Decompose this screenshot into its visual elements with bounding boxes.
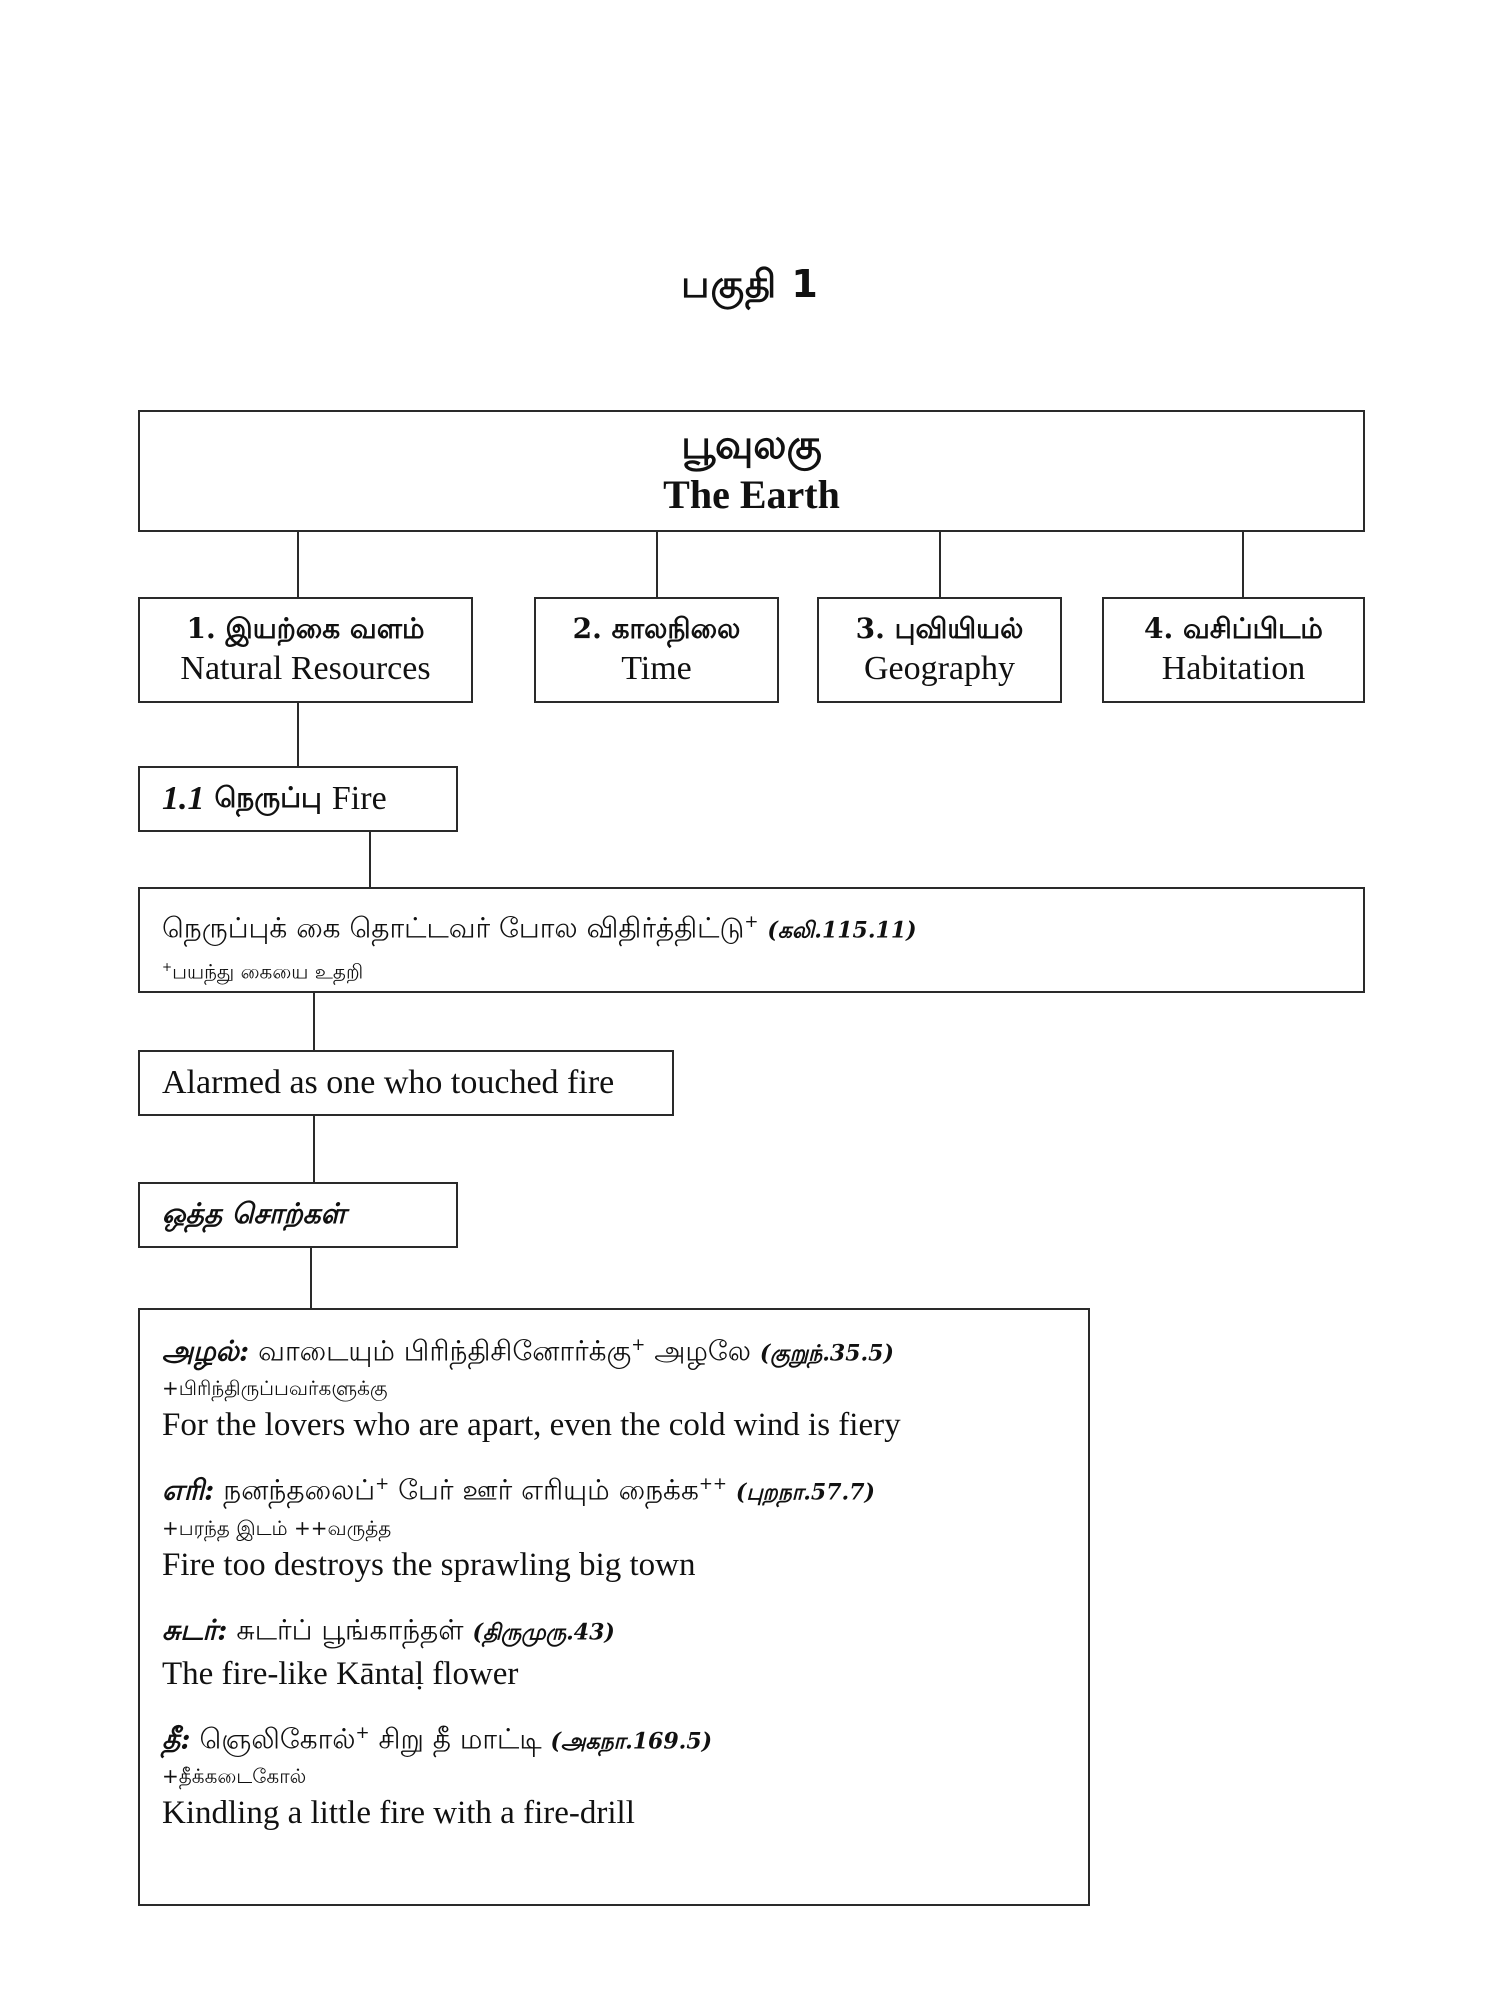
synonym-entry: எரி: நனந்தலைப்+ பேர் ஊர் எரியும் நைக்க++ (புறநா.57.7) +பரந்த இடம் ++வருத்த Fire too destroys the sprawling big town xyxy=(162,1473,875,1583)
connector xyxy=(297,532,299,597)
root-english: The Earth xyxy=(663,472,840,517)
connector xyxy=(369,832,371,887)
page-heading: பகுதி 1 xyxy=(681,262,819,306)
quote-box: நெருப்புக் கை தொட்டவர் போல விதிர்த்திட்டு+ (கலி.115.11) +பயந்து கையை உதறி xyxy=(138,887,1365,993)
synonym-entry: தீ: ஞெலிகோல்+ சிறு தீ மாட்டி (அகநா.169.5) +தீக்கடைகோல் Kindling a little fire with a fire-drill xyxy=(162,1721,713,1832)
connector xyxy=(656,532,658,597)
quote-text: நெருப்புக் கை தொட்டவர் போல விதிர்த்திட்டு xyxy=(162,911,745,945)
root-tamil: பூவுலகு xyxy=(681,421,822,468)
connector xyxy=(313,1116,315,1182)
connector xyxy=(310,1248,312,1308)
connector xyxy=(939,532,941,597)
synonym-entry: அழல்: வாடையும் பிரிந்திசினோர்க்கு+ அழலே (குறுந்.35.5) +பிரிந்திருப்பவர்களுக்கு For the lovers who are apart, even the cold wind is fiery xyxy=(162,1334,901,1444)
translation-box: Alarmed as one who touched fire xyxy=(138,1050,674,1116)
synonym-entries xyxy=(138,1308,1090,1906)
category-habitation: 4. வசிப்பிடம் Habitation xyxy=(1102,597,1365,703)
quote-reference: (கலி.115.11) xyxy=(767,917,917,944)
connector xyxy=(1242,532,1244,597)
quote-gloss: பயந்து கையை உதறி xyxy=(172,959,364,984)
subcategory-fire: 1.1 நெருப்பு Fire xyxy=(138,766,458,832)
synonyms-heading: ஒத்த சொற்கள் xyxy=(138,1182,458,1248)
synonym-entry: சுடர்: சுடர்ப் பூங்காந்தள் (திருமுரு.43) The fire-like Kāntaḷ flower xyxy=(162,1612,615,1692)
root-node xyxy=(138,410,1365,532)
category-geography: 3. புவியியல் Geography xyxy=(817,597,1062,703)
category-time: 2. காலநிலை Time xyxy=(534,597,779,703)
connector xyxy=(297,703,299,766)
category-natural-resources: 1. இயற்கை வளம் Natural Resources xyxy=(138,597,473,703)
connector xyxy=(313,993,315,1050)
